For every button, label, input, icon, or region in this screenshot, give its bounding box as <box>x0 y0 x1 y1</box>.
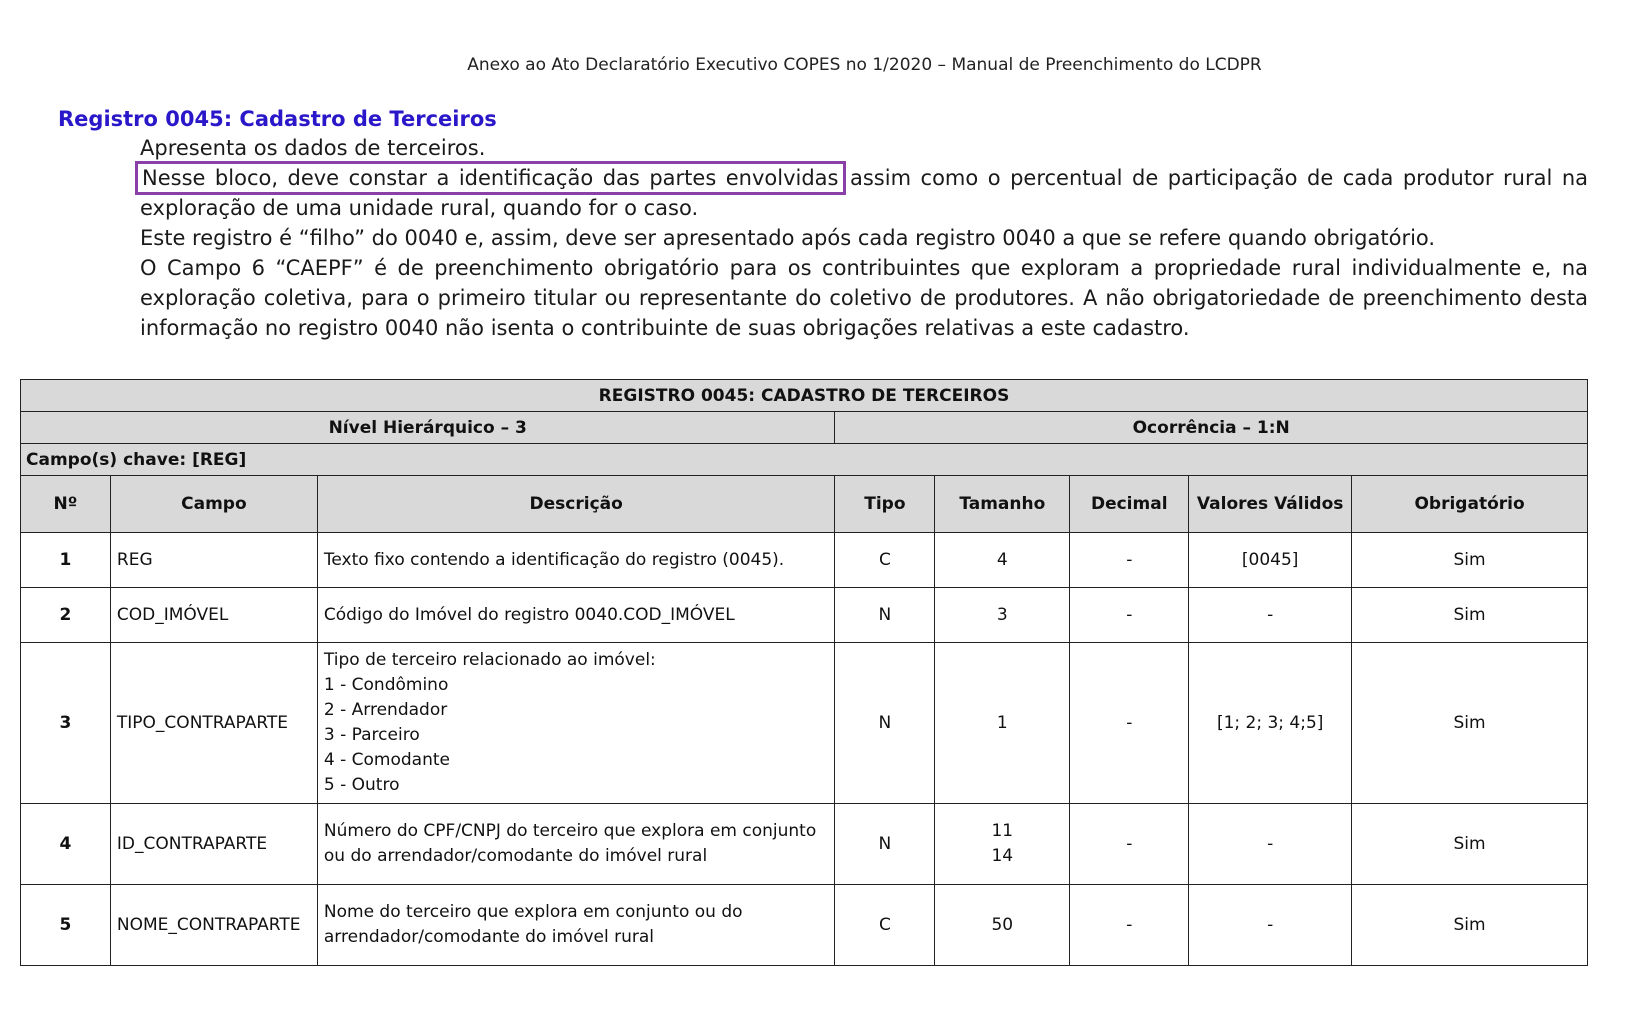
page-header: Anexo ao Ato Declaratório Executivo COPES no 1/2020 – Manual de Preenchimento do LCDPR <box>467 55 1262 75</box>
row-description <box>317 643 835 804</box>
description-line: 4 - Comodante <box>323 750 450 770</box>
size-value: 4 <box>996 550 1008 570</box>
row-valid-values: - <box>1189 588 1352 643</box>
col-header-valid-values: Valores Válidos <box>1189 476 1352 533</box>
row-description <box>317 885 835 966</box>
row-number: 2 <box>21 588 111 643</box>
row-size <box>935 804 1070 885</box>
row-size <box>935 885 1070 966</box>
row-decimal: - <box>1070 588 1189 643</box>
hierarchy-level: Nível Hierárquico – 3 <box>21 412 835 444</box>
col-header-type: Tipo <box>835 476 935 533</box>
col-header-decimal: Decimal <box>1070 476 1189 533</box>
row-valid-values: - <box>1189 804 1352 885</box>
row-type: N <box>835 643 935 804</box>
row-field: TIPO_CONTRAPARTE <box>110 643 317 804</box>
table-title: REGISTRO 0045: CADASTRO DE TERCEIROS <box>21 380 1588 412</box>
row-number: 4 <box>21 804 111 885</box>
description-line: Texto fixo contendo a identificação do registro (0045). <box>323 549 785 570</box>
row-required: Sim <box>1352 643 1588 804</box>
description-line: Nome do terceiro que explora em conjunto ou do <box>323 902 743 922</box>
size-value: 1 <box>996 713 1008 733</box>
row-required: Sim <box>1352 885 1588 966</box>
size-value: 11 <box>991 821 1014 841</box>
description-line: 5 - Outro <box>323 775 400 795</box>
description-line: 1 - Condômino <box>323 675 449 695</box>
row-valid-values: - <box>1189 885 1352 966</box>
col-header-description: Descrição <box>317 476 835 533</box>
table-row <box>21 588 1588 643</box>
paragraph-caepf: O Campo 6 “CAEPF” é de preenchimento obrigatório para os contribuintes que exploram a propriedade rural individualmente e, na exploração coletiva, para o primeiro titular ou representante do coletivo de produtores. A não obrigatoriedade de preenchimento desta informação no registro 0040 não isenta o contribuinte de suas obrigações relativas a este cadastro. <box>140 256 1588 340</box>
row-description <box>317 804 835 885</box>
row-number: 1 <box>21 533 111 588</box>
row-type: N <box>835 588 935 643</box>
row-required: Sim <box>1352 804 1588 885</box>
row-required: Sim <box>1352 533 1588 588</box>
row-number: 3 <box>21 643 111 804</box>
paragraph-intro: Apresenta os dados de terceiros. <box>140 136 486 160</box>
paragraph-child-record: Este registro é “filho” do 0040 e, assim, deve ser apresentado após cada registro 0040 a que se refere quando obrigatório. <box>140 226 1436 250</box>
row-description <box>317 588 835 643</box>
occurrence: Ocorrência – 1:N <box>835 412 1588 444</box>
description-line: Tipo de terceiro relacionado ao imóvel: <box>323 650 656 670</box>
row-field: REG <box>110 533 317 588</box>
col-header-required: Obrigatório <box>1352 476 1588 533</box>
table-row <box>21 885 1588 966</box>
row-description <box>317 533 835 588</box>
size-value: 50 <box>991 915 1014 935</box>
row-valid-values: [1; 2; 3; 4;5] <box>1189 643 1352 804</box>
row-type: N <box>835 804 935 885</box>
register-table <box>20 379 1588 966</box>
row-decimal: - <box>1070 533 1189 588</box>
description-line: 3 - Parceiro <box>323 725 420 745</box>
row-decimal: - <box>1070 804 1189 885</box>
row-size <box>935 643 1070 804</box>
row-required: Sim <box>1352 588 1588 643</box>
row-size <box>935 533 1070 588</box>
row-type: C <box>835 885 935 966</box>
row-number: 5 <box>21 885 111 966</box>
row-decimal: - <box>1070 643 1189 804</box>
col-header-size: Tamanho <box>935 476 1070 533</box>
size-value: 3 <box>996 605 1008 625</box>
size-value: 14 <box>991 846 1014 866</box>
description-line: Número do CPF/CNPJ do terceiro que explora em conjunto <box>323 821 817 841</box>
table-row <box>21 643 1588 804</box>
table-row <box>21 804 1588 885</box>
description-line: Código do Imóvel do registro 0040.COD_IMÓVEL <box>323 604 735 625</box>
paragraph-block-rest: assim como o percentual de participação de cada produtor rural na exploração de uma unidade rural, quando for o caso. <box>140 166 1588 220</box>
row-type: C <box>835 533 935 588</box>
description-line: arrendador/comodante do imóvel rural <box>323 927 655 947</box>
row-field: NOME_CONTRAPARTE <box>110 885 317 966</box>
paragraph-block <box>140 163 1588 223</box>
description-line: 2 - Arrendador <box>323 700 448 720</box>
key-fields: Campo(s) chave: [REG] <box>21 444 1588 476</box>
row-field: COD_IMÓVEL <box>110 588 317 643</box>
table-row <box>21 533 1588 588</box>
col-header-number: Nº <box>21 476 111 533</box>
row-valid-values: [0045] <box>1189 533 1352 588</box>
col-header-field: Campo <box>110 476 317 533</box>
description-line: ou do arrendador/comodante do imóvel rural <box>323 846 708 866</box>
section-title: Registro 0045: Cadastro de Terceiros <box>58 107 497 131</box>
highlighted-text: Nesse bloco, deve constar a identificação das partes envolvidas <box>142 166 839 190</box>
row-field: ID_CONTRAPARTE <box>110 804 317 885</box>
row-size <box>935 588 1070 643</box>
row-decimal: - <box>1070 885 1189 966</box>
